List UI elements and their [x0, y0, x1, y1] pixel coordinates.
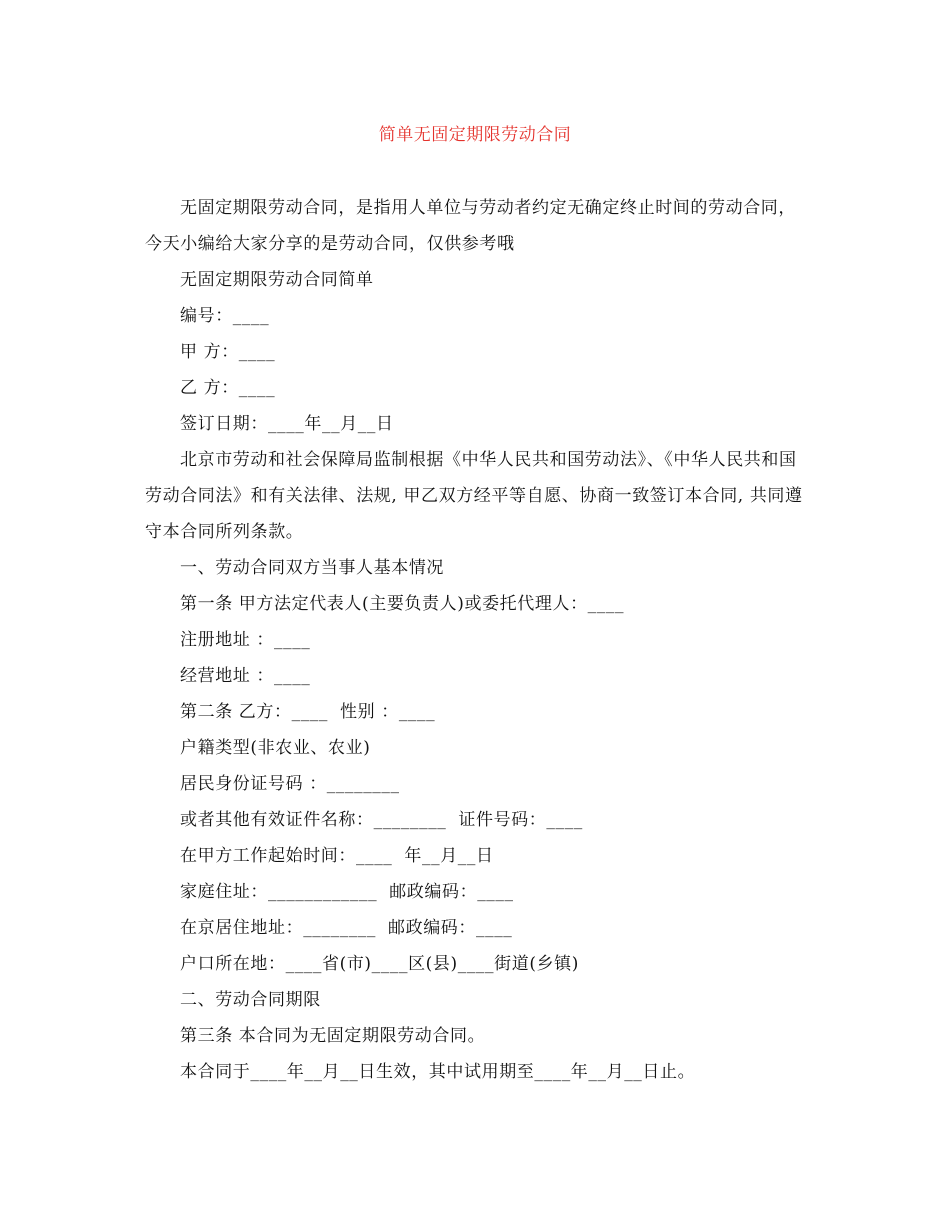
id-number-field: 居民身份证号码 ：________ [180, 774, 400, 794]
article1-line: 第一条 甲方法定代表人(主要负责人)或委托代理人：____ [180, 594, 625, 614]
other-id-field: 或者其他有效证件名称：________ 证件号码：____ [180, 810, 583, 830]
document-body [145, 190, 810, 1090]
effective-date-line: 本合同于____年__月__日生效，其中试用期至____年__月__日止。 [180, 1062, 696, 1082]
start-time-field: 在甲方工作起始时间：____ 年__月__日 [180, 846, 494, 866]
section1-heading: 一、劳动合同双方当事人基本情况 [180, 558, 444, 578]
number-field: 编号：____ [180, 306, 270, 326]
registered-address-field: 注册地址 ：____ [180, 630, 311, 650]
preamble-paragraph: 北京市劳动和社会保障局监制根据《中华人民共和国劳动法》、《中华人民共和国劳动合同法》和有关法律、法规, 甲乙双方经平等自愿、协商一致签订本合同, 共同遵守本合同所列条款。 [145, 450, 803, 542]
article2-line: 第二条 乙方：____ 性别 ：____ [180, 702, 436, 722]
document-title: 简单无固定期限劳动合同 [378, 125, 572, 145]
household-type-line: 户籍类型(非农业、农业) [180, 738, 371, 758]
subtitle-line: 无固定期限劳动合同简单 [180, 270, 374, 290]
party-b-field: 乙 方：____ [180, 378, 276, 398]
article3-line: 第三条 本合同为无固定期限劳动合同。 [180, 1026, 486, 1046]
section2-heading: 二、劳动合同期限 [180, 990, 321, 1010]
hukou-location-field: 户口所在地：____省(市)____区(县)____街道(乡镇) [180, 954, 579, 974]
intro-paragraph: 无固定期限劳动合同，是指用人单位与劳动者约定无确定终止时间的劳动合同，今天小编给大家分享的是劳动合同，仅供参考哦 [145, 198, 796, 254]
beijing-address-field: 在京居住地址：________ 邮政编码：____ [180, 918, 513, 938]
party-a-field: 甲 方：____ [180, 342, 276, 362]
home-address-field: 家庭住址：____________ 邮政编码：____ [180, 882, 514, 902]
sign-date-field: 签订日期：____年__月__日 [180, 414, 394, 434]
business-address-field: 经营地址 ：____ [180, 666, 311, 686]
